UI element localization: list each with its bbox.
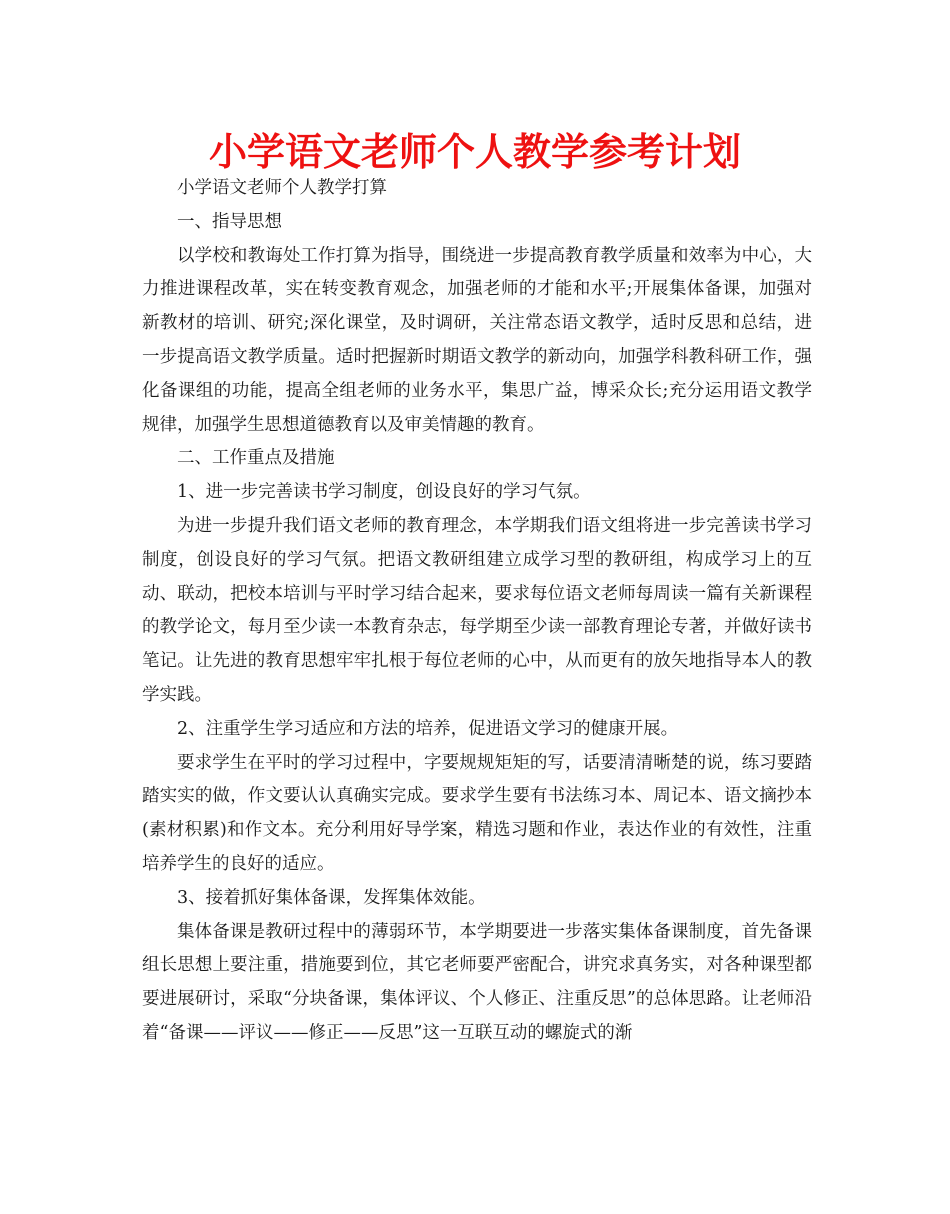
- body-paragraph: 以学校和教诲处工作打算为指导，围绕进一步提高教育教学质量和效率为中心，大力推进课程改革，实在转变教育观念，加强老师的才能和水平;开展集体备课，加强对新教材的培训、研究;深化课堂，及时调研，关注常态语文教学，适时反思和总结，进一步提高语文教学质量。适时把握新时期语文教学的新动向，加强学科教科研工作，强化备课组的功能，提高全组老师的业务水平，集思广益，博采众长;充分运用语文教学规律，加强学生思想道德教育以及审美情趣的教育。: [142, 245, 812, 435]
- body-paragraph: 要求学生在平时的学习过程中，字要规规矩矩的写，话要清清晰楚的说，练习要踏踏实实的做，作文要认认真确实完成。要求学生要有书法练习本、周记本、语文摘抄本(素材积累)和作文本。充分利用好导学案，精选习题和作业，表达作业的有效性，注重培养学生的良好的适应。: [142, 752, 812, 874]
- body-paragraph: 集体备课是教研过程中的薄弱环节，本学期要进一步落实集体备课制度，首先备课组长思想上要注重，措施要到位，其它老师要严密配合，讲究求真务实，对各种课型都要进展研讨，采取“分块备课，集体评议、个人修正、注重反思”的总体思路。让老师沿着“备课——评议——修正——反思”这一互联互动的螺旋式的渐: [142, 921, 812, 1043]
- subtitle-paragraph: 小学语文老师个人教学打算: [177, 178, 387, 198]
- document-title: 小学语文老师个人教学参考计划: [208, 130, 741, 174]
- body-paragraph: 为进一步提升我们语文老师的教育理念，本学期我们语文组将进一步完善读书学习制度，创设良好的学习气氛。把语文教研组建立成学习型的教研组，构成学习上的互动、联动，把校本培训与平时学习结合起来，要求每位语文老师每周读一篇有关新课程的教学论文，每月至少读一本教育杂志，每学期至少读一部教育理论专著，并做好读书笔记。让先进的教育思想牢牢扎根于每位老师的心中，从而更有的放矢地指导本人的教学实践。: [142, 515, 812, 705]
- section-heading-guiding-thought: 一、指导思想: [177, 211, 282, 232]
- item-heading-3: 3、接着抓好集体备课，发挥集体效能。: [177, 887, 486, 908]
- item-heading-1: 1、进一步完善读书学习制度，创设良好的学习气氛。: [177, 482, 591, 503]
- section-heading-work-focus: 二、工作重点及措施: [177, 448, 335, 469]
- document-body: [142, 172, 812, 1051]
- item-heading-2: 2、注重学生学习适应和方法的培养，促进语文学习的健康开展。: [177, 718, 679, 739]
